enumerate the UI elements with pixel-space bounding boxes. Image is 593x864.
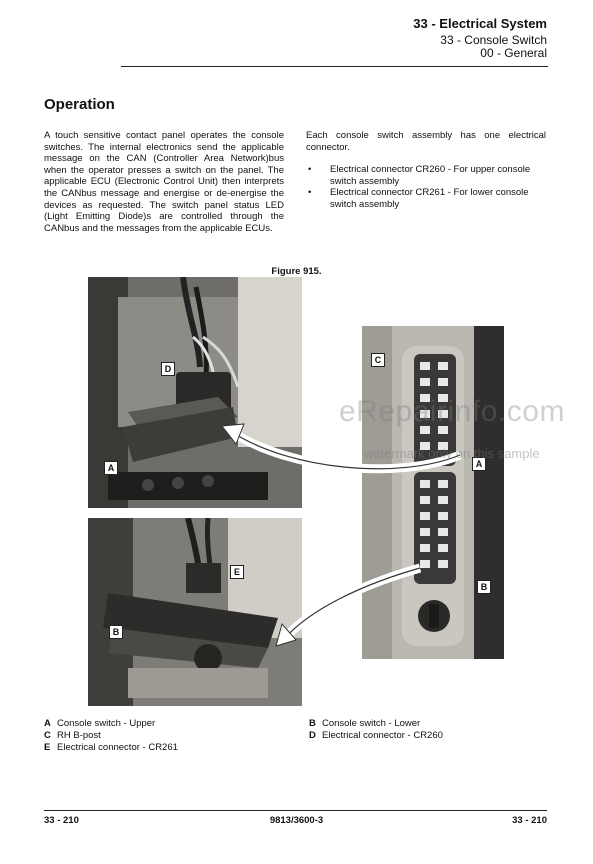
legend-item: C RH B-post <box>44 730 101 741</box>
page-number-left: 33 - 210 <box>44 815 79 826</box>
callout-b: B <box>109 625 123 639</box>
section-subtitle: 33 - Console Switch <box>440 33 547 47</box>
document-number: 9813/3600-3 <box>269 815 324 826</box>
bullet-symbol: • <box>308 164 312 175</box>
callout-b: B <box>477 580 491 594</box>
left-paragraph: A touch sensitive contact panel operates the console switches. The internal electronics send the applicable message on the CAN (Controller Area Network)bus when the operator presses a switch on the panel. The applicable ECU (Electronic Control Unit) then interprets the CANbus message and energise or de-energise the devices as requested. The switch panel status LED (Light Emitting Diode)s are controlled through the CANbus and the messages from the applicable ECUs. <box>44 130 284 234</box>
legend-item: D Electrical connector - CR260 <box>309 730 443 741</box>
legend-left <box>44 718 294 754</box>
callout-e: E <box>230 565 244 579</box>
callout-c: C <box>371 353 385 367</box>
section-title: 33 - Electrical System <box>413 16 547 31</box>
callout-d: D <box>161 362 175 376</box>
legend-item: E Electrical connector - CR261 <box>44 742 178 753</box>
bullet-text: Electrical connector CR261 - For lower console switch assembly <box>330 187 529 210</box>
callout-a: A <box>104 461 118 475</box>
footer-rule <box>44 810 547 811</box>
section-subtitle-general: 00 - General <box>480 46 547 60</box>
legend-item: A Console switch - Upper <box>44 718 156 729</box>
operation-heading: Operation <box>44 96 115 113</box>
page-number-right: 33 - 210 <box>512 815 547 826</box>
watermark-note: watermark only on this sample <box>364 446 540 461</box>
right-paragraph: Each console switch assembly has one electrical connector. <box>306 130 546 153</box>
bullet-text: Electrical connector CR260 - For upper console switch assembly <box>330 164 531 187</box>
watermark-site: eRepairinfo.com <box>339 395 565 428</box>
bullet-symbol: • <box>308 187 312 199</box>
legend-right <box>309 718 549 742</box>
callout-a: A <box>472 457 486 471</box>
figure-caption: Figure 915. <box>271 266 322 277</box>
legend-item: B Console switch - Lower <box>309 718 421 729</box>
